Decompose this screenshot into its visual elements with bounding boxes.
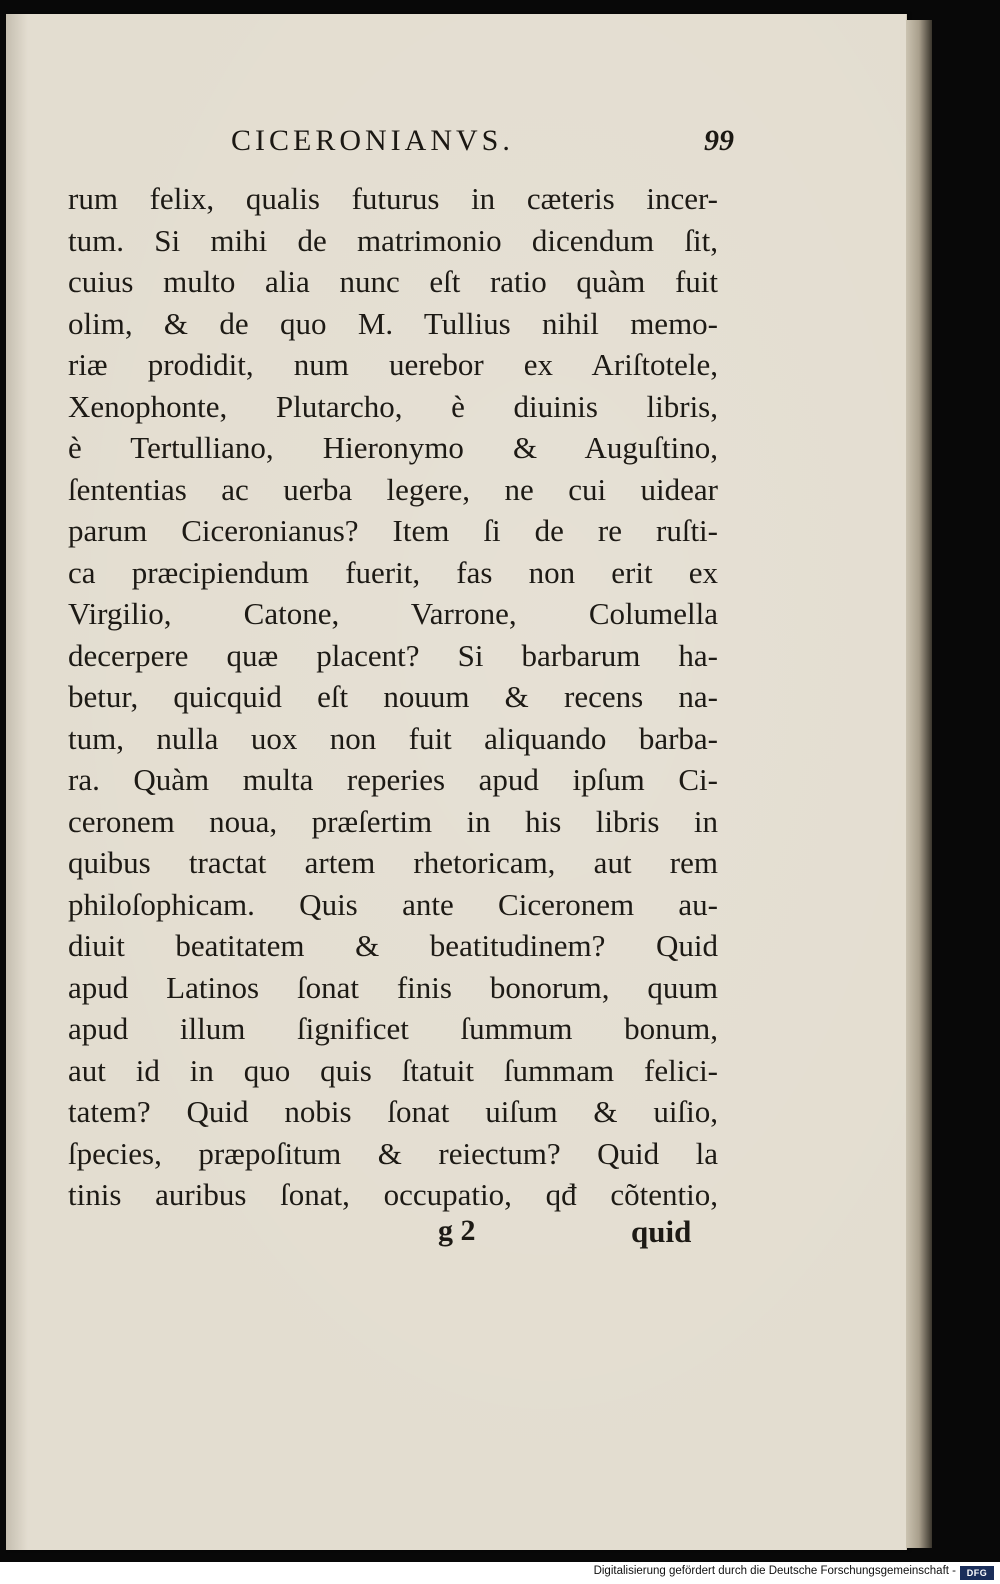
- running-title: CICERONIANVS.: [231, 124, 514, 157]
- text-line: Virgilio, Catone, Varrone, Columella: [68, 596, 718, 631]
- page-header: [6, 124, 906, 164]
- text-line: apud illum ſignificet ſummum bonum,: [68, 1011, 718, 1046]
- page-edge: [906, 20, 932, 1548]
- page-footer: [6, 1214, 906, 1258]
- text-line: ca præcipiendum fuerit, fas non erit ex: [68, 554, 718, 590]
- text-line: decerpere quæ placent? Si barbarum ha-: [68, 637, 718, 673]
- text-line: Xenophonte, Plutarcho, è diuinis libris,: [68, 388, 718, 424]
- signature-mark: g 2: [438, 1214, 476, 1247]
- text-line: aut id in quo quis ſtatuit ſummam felici-: [68, 1052, 718, 1088]
- text-line: tatem? Quid nobis ſonat uiſum & uiſio,: [68, 1094, 718, 1129]
- body-text: [68, 178, 718, 1216]
- text-line: philoſophicam. Quis ante Ciceronem au-: [68, 886, 718, 922]
- text-line: parum Ciceronianus? Item ſi de re ruſti-: [68, 513, 718, 548]
- text-line: è Tertulliano, Hieronymo & Auguſtino,: [68, 430, 718, 465]
- text-line: tinis auribus ſonat, occupatio, qđ cõtentio,: [68, 1177, 718, 1212]
- text-line: rum felix, qualis futurus in cæteris incer-: [68, 181, 718, 216]
- text-line: olim, & de quo M. Tullius nihil memo-: [68, 305, 718, 341]
- text-line: tum. Si mihi de matrimonio dicendum ſit,: [68, 222, 718, 258]
- text-line: betur, quicquid eſt nouum & recens na-: [68, 679, 718, 714]
- text-line: quibus tractat artem rhetoricam, aut rem: [68, 845, 718, 880]
- text-line: ceronem noua, præſertim in his libris in: [68, 803, 718, 839]
- text-line: apud Latinos ſonat finis bonorum, quum: [68, 969, 718, 1005]
- credit-text: Digitalisierung gefördert durch die Deutsche Forschungsgemeinschaft -: [593, 1565, 956, 1577]
- text-line: ſpecies, præpoſitum & reiectum? Quid la: [68, 1135, 718, 1171]
- text-line: riæ prodidit, num uerebor ex Ariſtotele,: [68, 347, 718, 382]
- text-line: cuius multo alia nunc eſt ratio quàm fuit: [68, 264, 718, 299]
- text-line: ra. Quàm multa reperies apud ipſum Ci-: [68, 762, 718, 797]
- book-page: [6, 14, 907, 1550]
- credit-bar: [0, 1562, 1000, 1584]
- text-line: diuit beatitatem & beatitudinem? Quid: [68, 928, 718, 963]
- page-number: 99: [704, 124, 734, 157]
- text-line: tum, nulla uox non fuit aliquando barba-: [68, 720, 718, 756]
- dfg-logo: DFG: [960, 1566, 994, 1580]
- catchword: quid: [631, 1214, 692, 1249]
- text-line: ſententias ac uerba legere, ne cui uidear: [68, 471, 718, 507]
